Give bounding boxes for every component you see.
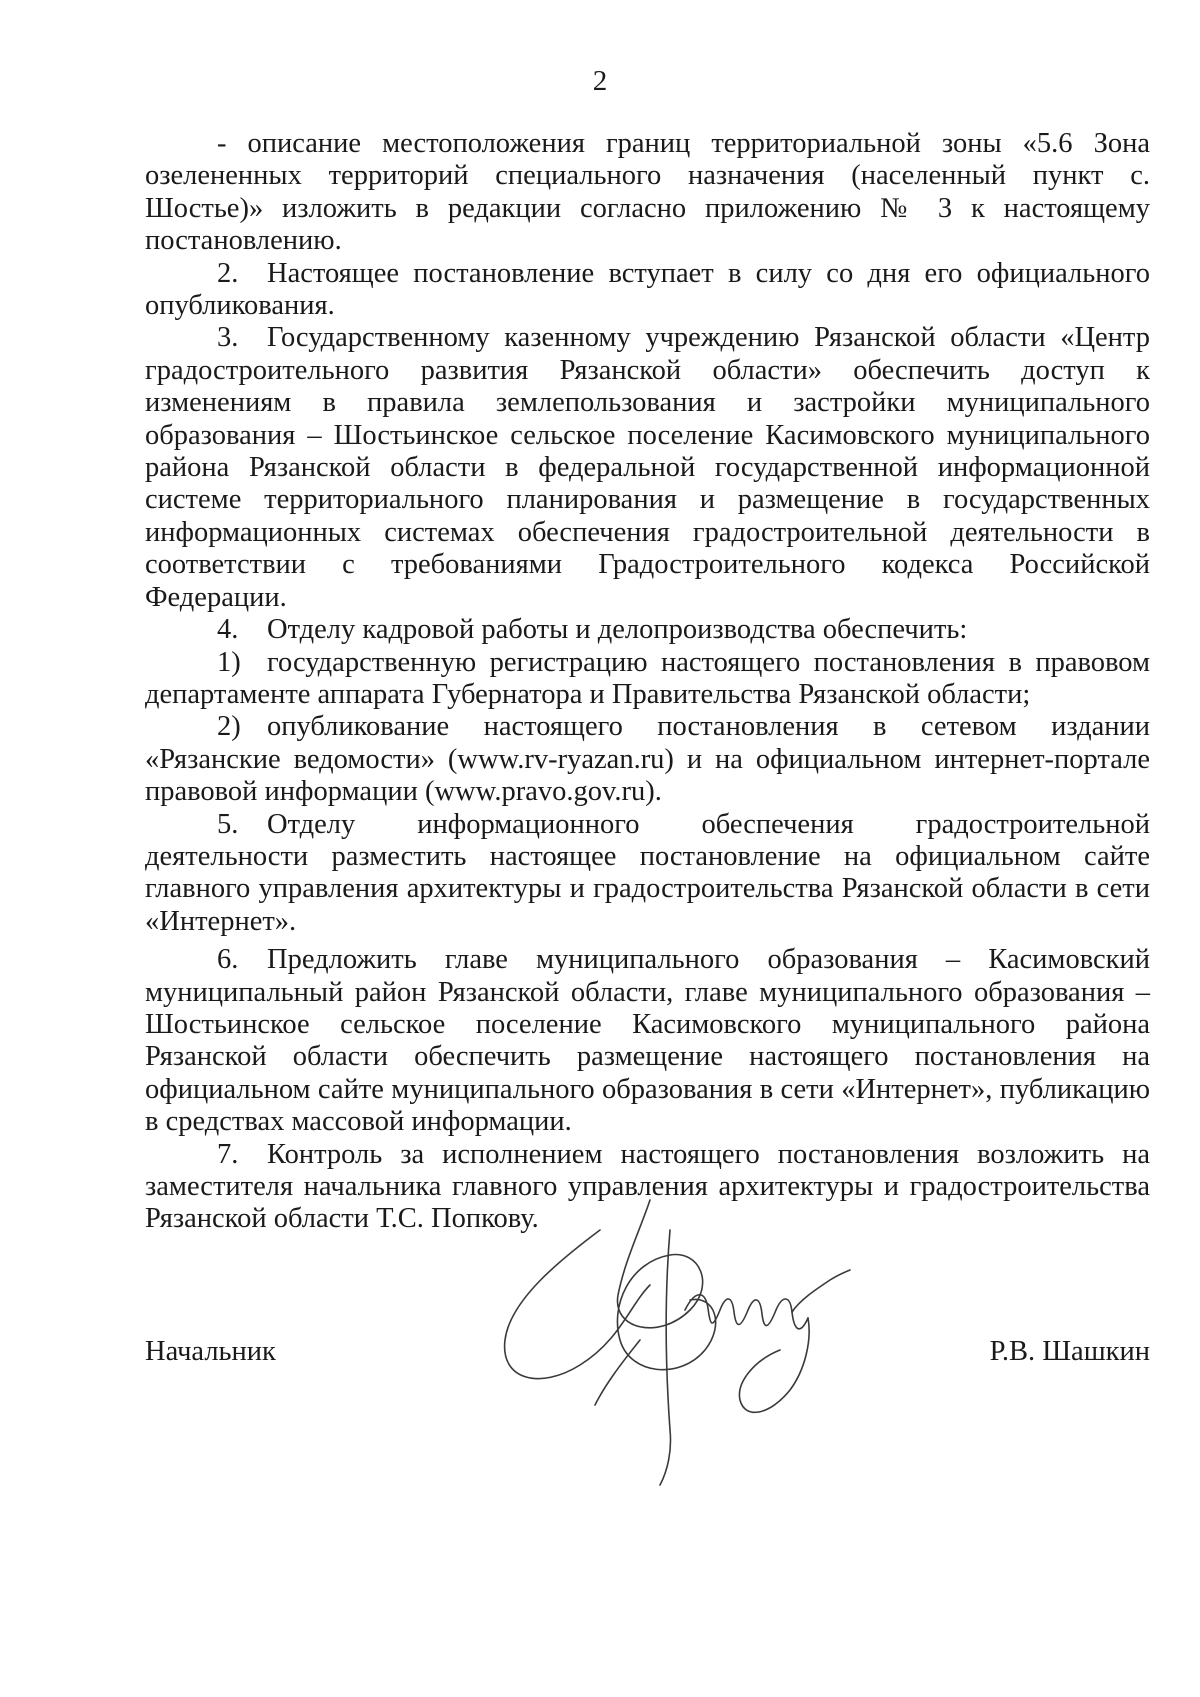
item-6 bbox=[145, 944, 1150, 1138]
item-text: Контроль за исполнением настоящего постановления возложить на заместителя начальника главного управления архитектуры и градостроительства Рязанской области Т.С. Попкову. bbox=[145, 1138, 1150, 1235]
handwritten-signature-icon bbox=[500, 1190, 860, 1490]
item-text: Отделу кадровой работы и делопроизводства обеспечить: bbox=[267, 614, 968, 646]
item-number: 2) bbox=[217, 711, 241, 743]
item-number: 7. bbox=[217, 1138, 239, 1170]
signer-name: Р.В. Шашкин bbox=[989, 1336, 1150, 1367]
item-text: Предложить главе муниципального образования – Касимовский муниципальный район Рязанской области, главе муниципального образования – Шостьинское сельское поселение Касимовского муниципального района Рязанской области обеспечить размещение настоящего постановления на официальном сайте муниципального образования в сети «Интернет», публикацию в средствах массовой информации. bbox=[145, 944, 1150, 1138]
item-number: 6. bbox=[217, 944, 239, 976]
item-4-2 bbox=[145, 711, 1150, 808]
item-text: Настоящее постановление вступает в силу со дня его официального опубликования. bbox=[145, 257, 1150, 322]
paragraph-zone-description: - описание местоположения границ территориальной зоны «5.6 Зона озелененных территорий специального назначения (населенный пункт с. Шостье)» изложить в редакции согласно приложению № 3 к настоящему постановлению. bbox=[145, 128, 1150, 257]
item-text: Отделу информационного обеспечения градостроительной деятельности разместить настоящее постановление на официальном сайте главного управления архитектуры и градостроительства Рязанской области в сети «Интернет». bbox=[145, 808, 1150, 937]
document-body bbox=[145, 128, 1150, 1236]
item-number: 5. bbox=[217, 808, 239, 840]
item-number: 2. bbox=[217, 257, 239, 289]
item-number: 3. bbox=[217, 322, 239, 354]
item-text: опубликование настоящего постановления в сетевом издании «Рязанские ведомости» (www.rv-ryazan.ru) и на официальном интернет-портале правовой информации (www.pravo.gov.ru). bbox=[145, 711, 1150, 808]
item-4-1 bbox=[145, 647, 1150, 712]
item-3 bbox=[145, 322, 1150, 614]
item-text: Государственному казенному учреждению Рязанской области «Центр градостроительного развития Рязанской области» обеспечить доступ к изменениям в правила землепользования и застройки муниципального образования – Шостьинское сельское поселение Касимовского муниципального района Рязанской области в федеральной государственной информационной системе территориального планирования и размещение в государственных информационных системах обеспечения градостроительной деятельности в соответствии с требованиями Градостроительного кодекса Российской Федерации. bbox=[145, 322, 1150, 613]
item-5 bbox=[145, 809, 1150, 939]
page-number: 2 bbox=[592, 65, 608, 97]
item-4 bbox=[145, 614, 1150, 646]
item-2 bbox=[145, 258, 1150, 323]
item-number: 1) bbox=[217, 646, 241, 678]
item-text: государственную регистрацию настоящего постановления в правовом департаменте аппарата Губернатора и Правительства Рязанской области; bbox=[145, 646, 1150, 710]
item-number: 4. bbox=[217, 614, 239, 646]
position-title: Начальник bbox=[145, 1336, 276, 1367]
